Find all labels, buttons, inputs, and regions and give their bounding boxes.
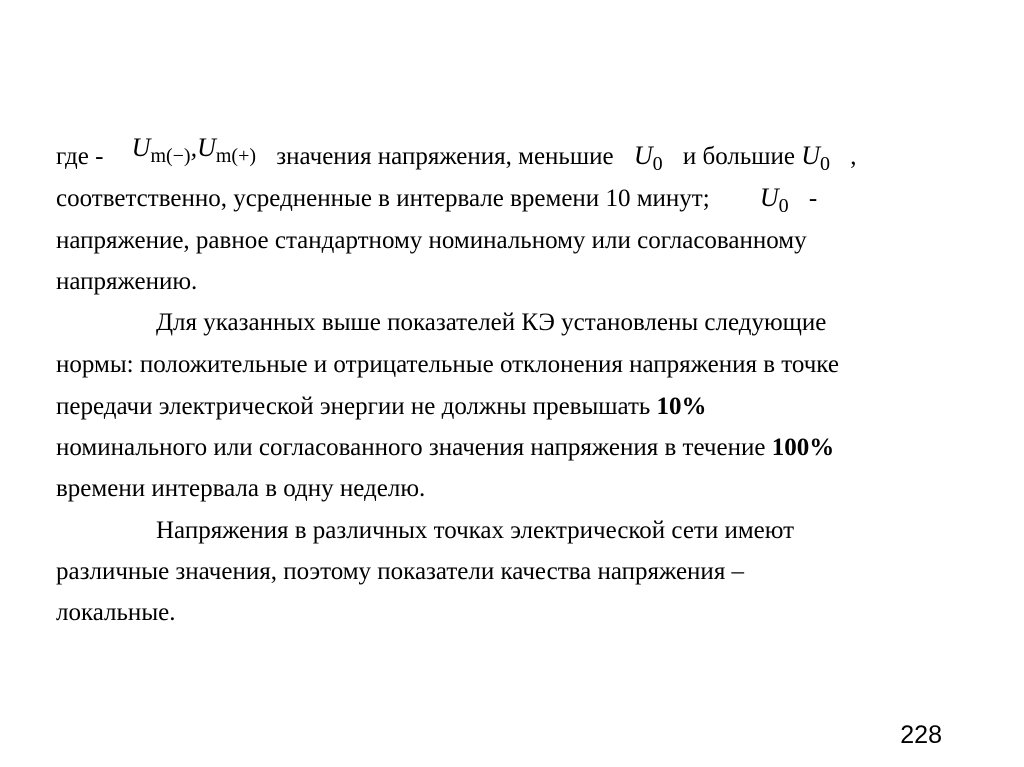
text-line-10: Напряжения в различных точках электрической сети имеют: [156, 517, 795, 544]
formula-u0-second: $U_0$: [801, 141, 830, 175]
percent-10: 10%: [656, 393, 707, 420]
formula-um-minus-plus: $U_{m(-)},U_{m(+)}$: [131, 133, 257, 167]
where-prefix: где -: [56, 143, 104, 170]
text-line-12: локальные.: [56, 599, 176, 626]
and-greater-text: и большие: [682, 143, 795, 170]
transmission-text: передачи электрической энергии не должны превышать: [56, 393, 651, 420]
formula-u0: $U_0$: [633, 141, 663, 175]
text-line-8: [56, 433, 834, 463]
text-line-4: напряжению.: [56, 268, 198, 295]
nominal-text: номинального или согласованного значения напряжения в течение: [56, 434, 766, 461]
text-line-11: различные значения, поэтому показатели качества напряжения –: [56, 558, 745, 585]
text-line-7: [56, 392, 707, 422]
values-less-text: значения напряжения, меньшие: [276, 143, 614, 170]
text-line-3: напряжение, равное стандартному номинальному или согласованному: [56, 227, 807, 254]
text-line-1: [56, 133, 857, 175]
dash-suffix: -: [808, 185, 818, 212]
text-line-9: времени интервала в одну неделю.: [56, 475, 426, 502]
text-line-6: нормы: положительные и отрицательные отклонения напряжения в точке: [56, 351, 839, 378]
percent-100: 100%: [771, 434, 835, 461]
formula-u0-third: $U_0$: [759, 183, 789, 217]
text-line-2: [56, 183, 817, 215]
text-line-5: Для указанных выше показателей КЭ установлены следующие: [156, 309, 827, 336]
respectively-text: соответственно, усредненные в интервале времени 10 минут;: [56, 185, 710, 212]
comma-suffix: ,: [850, 143, 857, 170]
page-number: 228: [900, 721, 942, 749]
